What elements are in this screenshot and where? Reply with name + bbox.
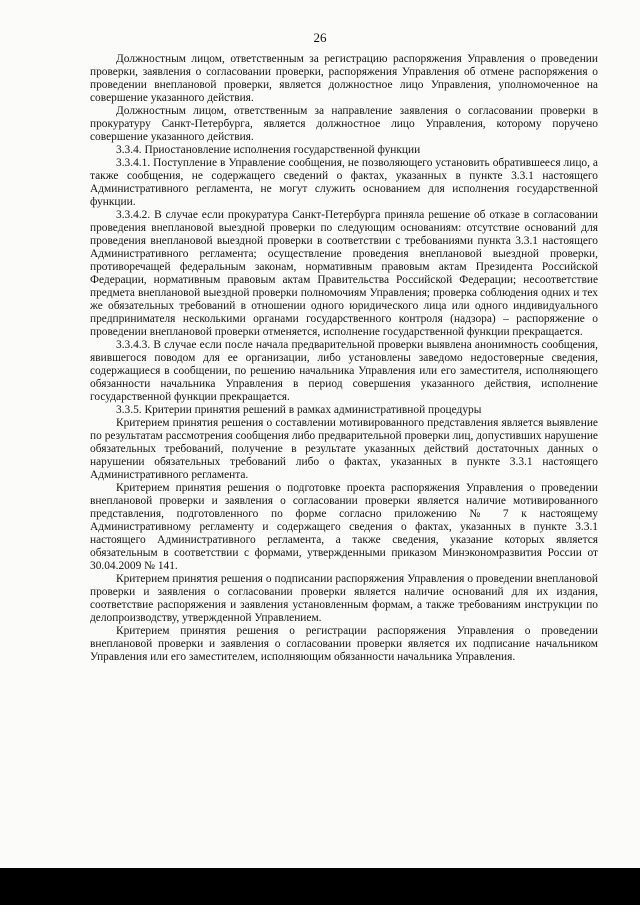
- paragraph-criterion-registration: Критерием принятия решения о регистрации распоряжения Управления о проведении внеплановой проверки и заявления о согласовании проверки является их подписание начальником Управления или его заместителем, исполняющим обязанности начальника Управления.: [90, 625, 598, 663]
- paragraph-3-3-4-1: 3.3.4.1. Поступление в Управление сообщения, не позволяющего установить обратившееся лицо, а также сообщения, не содержащего сведений о фактах, указанных в пункте 3.3.1 настоящего Административного регламента, не могут служить основанием для исполнения государственной функции.: [90, 157, 598, 208]
- paragraph-criterion-draft-order: Критерием принятия решения о подготовке проекта распоряжения Управления о проведении внеплановой проверки и заявления о согласовании проверки является наличие мотивированного представления, подготовленного по форме согласно приложению № 7 к настоящему Административному регламенту и содержащего сведения о фактах, указанных в пункте 3.3.1 настоящего Административного регламента, а также сведения, указание которых является обязательным в соответствии с формами, утвержденными приказом Минэкономразвития России от 30.04.2009 № 141.: [90, 482, 598, 572]
- page-number: 26: [313, 30, 327, 45]
- section-heading-3-3-5: 3.3.5. Критерии принятия решений в рамках административной процедуры: [116, 404, 482, 416]
- paragraph-3-3-4-3: 3.3.4.3. В случае если после начала предварительной проверки выявлена анонимность сообщения, явившегося поводом для ее организации, либо установлены заведомо недостоверные сведения, содержащиеся в сообщении, по решению начальника Управления или его заместителя, исполняющего обязанности начальника Управления в период совершения указанного действия, исполнение государственной функции прекращается.: [90, 339, 598, 403]
- document-body: [90, 53, 598, 664]
- paragraph-responsible-registration: Должностным лицом, ответственным за регистрацию распоряжения Управления о проведении проверки, заявления о согласовании проверки, распоряжения Управления об отмене распоряжения о проведении внеплановой проверки, является должностное лицо Управления, уполномоченное на совершение указанного действия.: [90, 53, 598, 104]
- paragraph-criterion-signing: Критерием принятия решения о подписании распоряжения Управления о проведении внеплановой проверки и заявления о согласовании проверки является наличие оснований для их издания, соответствие распоряжения и заявления установленным формам, а также требованиям инструкции по делопроизводству, утвержденной Управлением.: [90, 573, 598, 624]
- paragraph-criterion-motivated-representation: Критерием принятия решения о составлении мотивированного представления является выявление по результатам рассмотрения сообщения либо предварительной проверки лиц, допустивших нарушение обязательных требований, получение в результате указанных действий достаточных данных о нарушении обязательных требований либо о фактах, указанных в пункте 3.3.1 настоящего Административного регламента.: [90, 417, 598, 481]
- paragraph-3-3-4-2: 3.3.4.2. В случае если прокуратура Санкт-Петербурга приняла решение об отказе в согласовании проведения внеплановой выездной проверки по следующим основаниям: отсутствие оснований для проведения внеплановой выездной проверки в соответствии с требованиями пункта 3.3.1 настоящего Административного регламента; осуществление проведения внеплановой выездной проверки, противоречащей федеральным законам, нормативным правовым актам Президента Российской Федерации, нормативным правовым актам Правительства Российской Федерации; несоответствие предмета внеплановой выездной проверки полномочиям Управления; проверка соблюдения одних и тех же обязательных требований в отношении одного юридического лица или одного индивидуального предпринимателя несколькими органами государственного контроля (надзора) – распоряжение о проведении внеплановой проверки отменяется, исполнение государственной функции прекращается.: [90, 209, 598, 338]
- scan-border-strip: [0, 868, 640, 905]
- section-heading-3-3-4: 3.3.4. Приостановление исполнения государственной функции: [116, 144, 421, 156]
- paragraph-responsible-submission: Должностным лицом, ответственным за направление заявления о согласовании проверки в прокуратуру Санкт-Петербурга, является должностное лицо Управления, которому поручено совершение указанного действия.: [90, 105, 598, 143]
